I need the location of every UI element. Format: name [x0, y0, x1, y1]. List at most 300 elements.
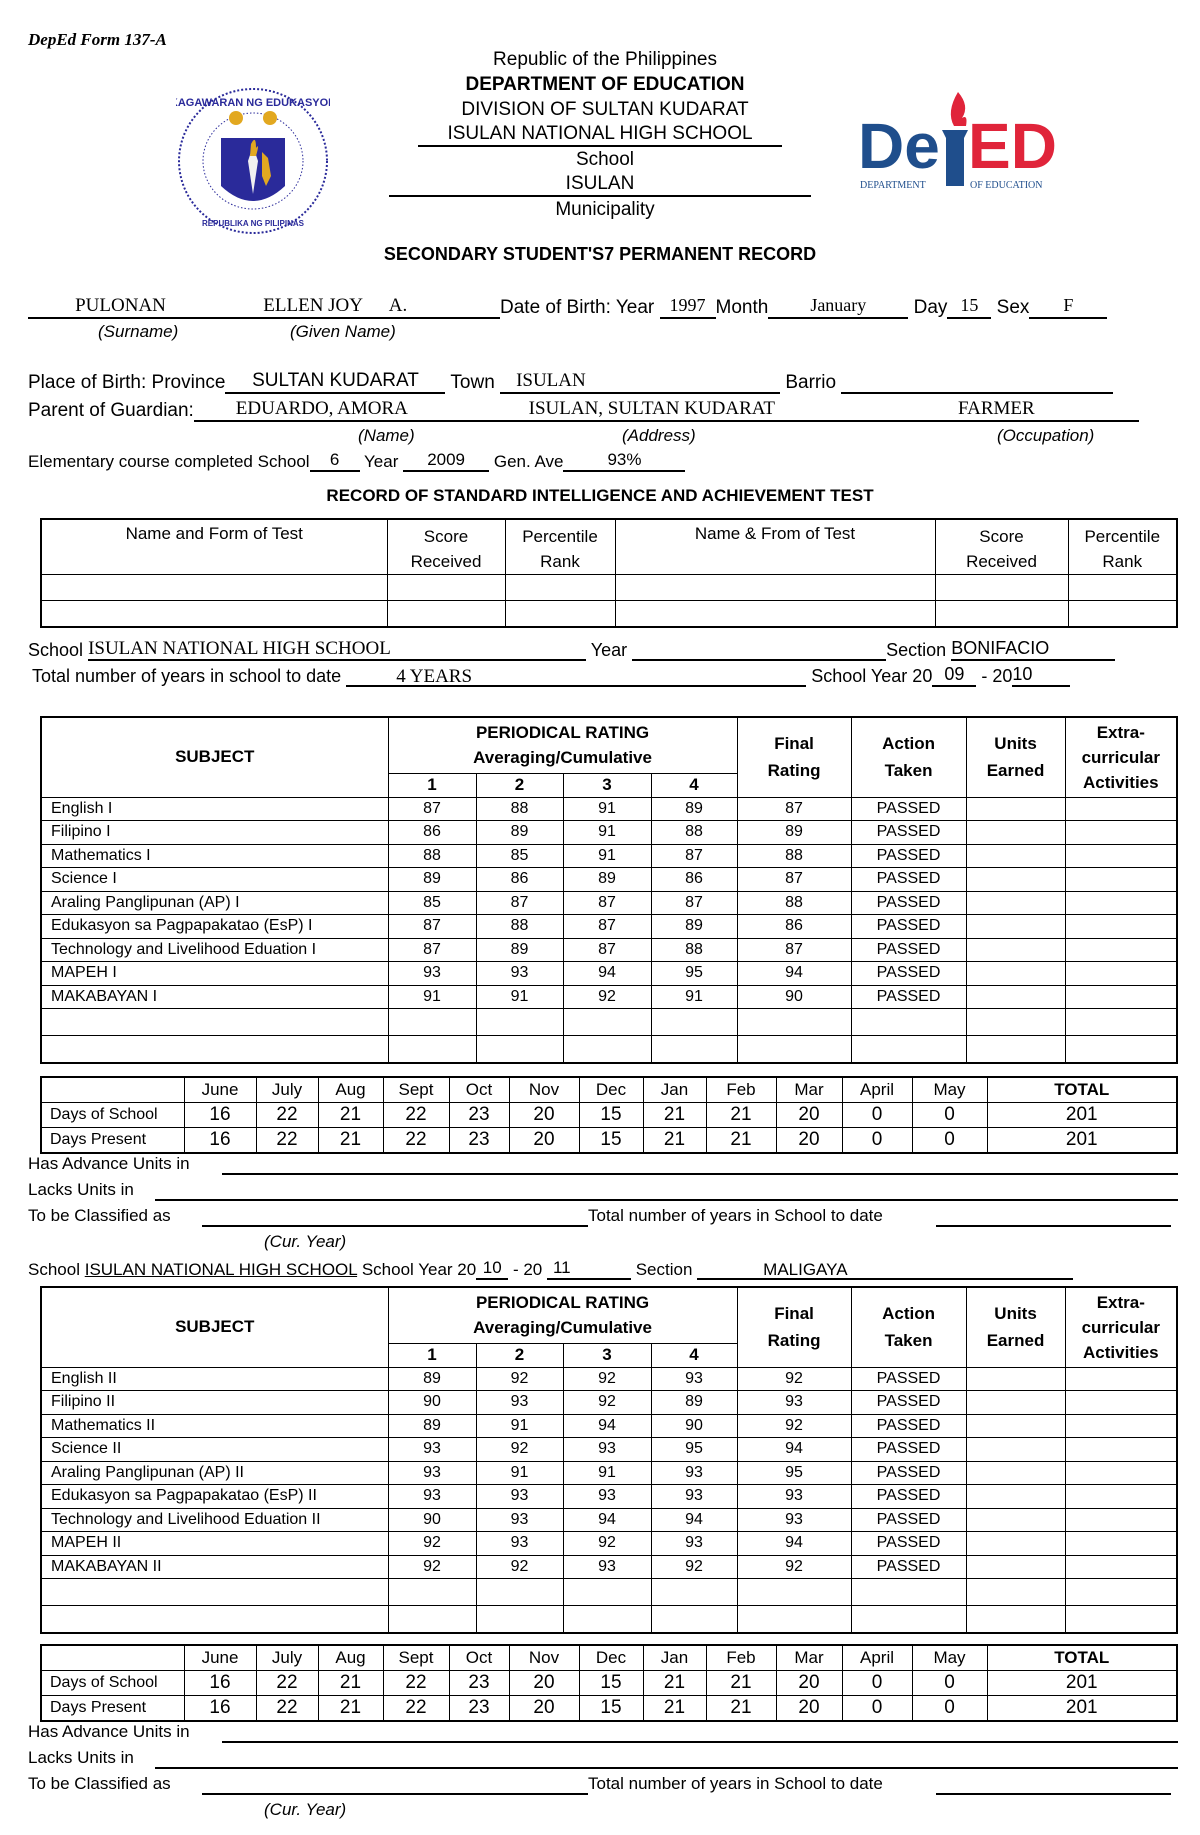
year2-advance-units-field[interactable] [222, 1741, 1178, 1743]
subject-row [41, 1391, 1177, 1415]
quarter-4-grade: 93 [651, 1461, 737, 1485]
year1-advance-label: Has Advance Units in [28, 1154, 190, 1173]
action-taken: PASSED [851, 1485, 966, 1509]
percentile-header-2 [1068, 519, 1177, 575]
extracurricular-activities[interactable] [1065, 985, 1177, 1009]
empty-cell[interactable] [1065, 1009, 1177, 1036]
division-line: DIVISION OF SULTAN KUDARAT [461, 99, 749, 120]
sex-field[interactable]: F [1029, 295, 1107, 319]
month-header: May [912, 1645, 987, 1671]
barrio-field[interactable] [841, 370, 1113, 394]
score-header-2 [935, 519, 1068, 575]
quarter-1-grade: 87 [388, 797, 476, 821]
extracurricular-activities[interactable] [1065, 915, 1177, 939]
quarter-3-grade: 91 [563, 797, 651, 821]
address-caption: (Address) [622, 426, 696, 445]
empty-cell[interactable] [563, 1009, 651, 1036]
subject-name: Science II [41, 1438, 388, 1462]
month-value: 22 [383, 1103, 449, 1128]
days-of-school-row [41, 1103, 1177, 1128]
total-header: TOTAL [987, 1077, 1177, 1103]
month-value: 21 [318, 1128, 383, 1154]
empty-cell[interactable] [737, 1036, 851, 1064]
month-value: 23 [449, 1671, 509, 1696]
quarter-4-grade: 89 [651, 1391, 737, 1415]
year1-total-years-row [32, 664, 1070, 687]
final-rating: 92 [737, 1367, 851, 1391]
extra-header-line2: curricular [1081, 1317, 1161, 1337]
final-rating: 93 [737, 1391, 851, 1415]
final-rating: 88 [737, 891, 851, 915]
year1-section-field[interactable]: BONIFACIO [951, 638, 1115, 661]
month-value: 21 [643, 1696, 706, 1722]
units-earned-header [966, 717, 1065, 797]
action-header-line2: Taken [884, 761, 933, 781]
action-taken: PASSED [851, 938, 966, 962]
year2-section-label: Section [635, 1260, 693, 1279]
dob-label: Date of Birth: Year [500, 297, 655, 318]
total-value: 201 [987, 1671, 1177, 1696]
empty-cell[interactable] [476, 1606, 563, 1634]
dob-year-field[interactable]: 1997 [660, 295, 716, 319]
month-header: Oct [449, 1077, 509, 1103]
test-cell[interactable] [387, 601, 505, 627]
extracurricular-activities[interactable] [1065, 1391, 1177, 1415]
empty-cell[interactable] [737, 1009, 851, 1036]
q2-header: 2 [476, 1343, 563, 1367]
action-taken: PASSED [851, 1508, 966, 1532]
subject-row [41, 797, 1177, 821]
month-value: 20 [509, 1671, 579, 1696]
student-name-field[interactable] [28, 295, 500, 319]
year1-school-label: School [28, 640, 84, 660]
quarter-1-grade: 87 [388, 915, 476, 939]
extra-header-line2: curricular [1081, 747, 1161, 767]
town-field[interactable]: ISULAN [500, 370, 780, 394]
units-earned[interactable] [966, 1532, 1065, 1556]
quarter-1-grade: 89 [388, 868, 476, 892]
action-taken: PASSED [851, 1532, 966, 1556]
extracurricular-activities[interactable] [1065, 1414, 1177, 1438]
empty-cell[interactable] [41, 1606, 388, 1634]
year1-year-label: Year [590, 640, 628, 660]
year1-total-years-footer-field[interactable] [936, 1225, 1171, 1227]
extracurricular-activities[interactable] [1065, 1438, 1177, 1462]
units-earned[interactable] [966, 797, 1065, 821]
percentile-header-2-line2: Rank [1102, 552, 1143, 571]
month-value: 16 [184, 1103, 256, 1128]
final-rating: 86 [737, 915, 851, 939]
extracurricular-header [1065, 717, 1177, 797]
year1-total-years-footer-label: Total number of years in School to date [588, 1206, 883, 1225]
month-value: 22 [256, 1128, 318, 1154]
action-taken: PASSED [851, 962, 966, 986]
percentile-header-line1: Percentile [522, 527, 598, 546]
year1-lacks-label: Lacks Units in [28, 1180, 134, 1199]
month-header: June [184, 1645, 256, 1671]
month-header: July [256, 1645, 318, 1671]
empty-cell[interactable] [851, 1606, 966, 1634]
quarter-3-grade: 87 [563, 891, 651, 915]
extracurricular-activities[interactable] [1065, 1485, 1177, 1509]
final-rating: 89 [737, 821, 851, 845]
extracurricular-activities[interactable] [1065, 868, 1177, 892]
guardian-field[interactable] [194, 398, 1139, 422]
subject-name: MAPEH I [41, 962, 388, 986]
year1-school-row [28, 638, 1115, 661]
action-taken: PASSED [851, 821, 966, 845]
month-value: 0 [842, 1128, 912, 1154]
year2-grades-table [40, 1286, 1178, 1634]
municipality-name: ISULAN [389, 172, 811, 197]
test-cell[interactable] [935, 575, 1068, 601]
extracurricular-activities[interactable] [1065, 1532, 1177, 1556]
dob-day-field[interactable]: 15 [947, 295, 991, 319]
test-cell[interactable] [41, 575, 387, 601]
month-label: Month [715, 297, 769, 318]
year1-classified-label: To be Classified as [28, 1206, 171, 1225]
month-value: 21 [643, 1103, 706, 1128]
month-header-row [41, 1077, 1177, 1103]
month-value: 20 [776, 1696, 842, 1722]
attendance-corner [41, 1645, 184, 1671]
month-value: 21 [706, 1696, 776, 1722]
quarter-3-grade: 87 [563, 938, 651, 962]
test-record-title: RECORD OF STANDARD INTELLIGENCE AND ACHIEVEMENT TEST [326, 486, 874, 505]
empty-cell[interactable] [563, 1606, 651, 1634]
month-value: 0 [842, 1103, 912, 1128]
empty-cell[interactable] [476, 1009, 563, 1036]
empty-cell[interactable] [851, 1579, 966, 1606]
extracurricular-activities[interactable] [1065, 1555, 1177, 1579]
year2-lacks-units-field[interactable] [155, 1767, 1178, 1769]
extracurricular-activities[interactable] [1065, 821, 1177, 845]
deped-logo-icon [858, 86, 1070, 198]
days-present-label: Days Present [41, 1696, 184, 1722]
pob-label: Place of Birth: Province [28, 372, 226, 393]
empty-cell[interactable] [563, 1036, 651, 1064]
month-value: 22 [256, 1671, 318, 1696]
subject-row [41, 1414, 1177, 1438]
units-earned[interactable] [966, 985, 1065, 1009]
units-earned[interactable] [966, 1367, 1065, 1391]
empty-cell[interactable] [1065, 1606, 1177, 1634]
units-earned[interactable] [966, 1485, 1065, 1509]
test-cell[interactable] [505, 601, 615, 627]
units-earned[interactable] [966, 915, 1065, 939]
final-rating: 95 [737, 1461, 851, 1485]
month-header: Mar [776, 1645, 842, 1671]
month-header: Nov [509, 1645, 579, 1671]
month-value: 15 [579, 1128, 643, 1154]
month-header: Oct [449, 1645, 509, 1671]
record-title: SECONDARY STUDENT'S7 PERMANENT RECORD [383, 244, 817, 264]
year1-section-label: Section [886, 640, 947, 660]
action-taken: PASSED [851, 915, 966, 939]
year2-classified-field[interactable] [202, 1793, 588, 1795]
quarter-1-grade: 93 [388, 1485, 476, 1509]
name-dob-row [28, 295, 1107, 319]
year2-total-years-footer-field[interactable] [936, 1793, 1171, 1795]
quarter-1-grade: 91 [388, 985, 476, 1009]
test-cell[interactable] [615, 575, 935, 601]
empty-cell[interactable] [563, 1579, 651, 1606]
province-field[interactable]: SULTAN KUDARAT [225, 370, 445, 394]
elem-label: Elementary course completed School [28, 452, 310, 471]
dob-month-field[interactable]: January [768, 295, 908, 319]
units-earned[interactable] [966, 868, 1065, 892]
quarter-3-grade: 92 [563, 985, 651, 1009]
svg-text:OF EDUCATION: OF EDUCATION [970, 180, 1043, 191]
empty-cell[interactable] [966, 1579, 1065, 1606]
score-header-2-line1: Score [979, 527, 1024, 546]
year1-sy-from[interactable]: 09 [932, 664, 976, 687]
year2-section-field[interactable]: MALIGAYA [697, 1260, 1073, 1280]
quarter-1-grade: 92 [388, 1555, 476, 1579]
occupation-caption: (Occupation) [997, 426, 1095, 445]
year1-lacks-units-field[interactable] [155, 1199, 1178, 1201]
guardian-label: Parent of Guardian: [28, 400, 194, 421]
month-header: Jan [643, 1077, 706, 1103]
final-rating: 94 [737, 962, 851, 986]
month-value: 20 [509, 1103, 579, 1128]
empty-cell[interactable] [388, 1036, 476, 1064]
days-present-label: Days Present [41, 1128, 184, 1154]
quarter-4-grade: 89 [651, 915, 737, 939]
units-earned[interactable] [966, 962, 1065, 986]
empty-cell[interactable] [651, 1036, 737, 1064]
empty-cell[interactable] [41, 1036, 388, 1064]
periodical-header-line2: Averaging/Cumulative [473, 1318, 652, 1338]
periodical-rating-header [388, 717, 737, 773]
year1-school-field[interactable]: ISULAN NATIONAL HIGH SCHOOL [88, 638, 586, 661]
final-header-line2: Rating [767, 761, 821, 781]
units-header-line1: Units [994, 1304, 1037, 1324]
units-earned[interactable] [966, 1508, 1065, 1532]
extracurricular-activities[interactable] [1065, 938, 1177, 962]
action-header-line2: Taken [884, 1331, 933, 1351]
month-value: 23 [449, 1696, 509, 1722]
action-taken: PASSED [851, 891, 966, 915]
quarter-2-grade: 91 [476, 1414, 563, 1438]
empty-cell[interactable] [476, 1036, 563, 1064]
subject-row [41, 1485, 1177, 1509]
subject-row [41, 1532, 1177, 1556]
empty-cell[interactable] [737, 1606, 851, 1634]
republic-line: Republic of the Philippines [493, 49, 717, 70]
final-rating-header [737, 717, 851, 797]
svg-text:DEPARTMENT: DEPARTMENT [860, 180, 926, 191]
empty-cell[interactable] [388, 1606, 476, 1634]
month-value: 0 [912, 1103, 987, 1128]
place-of-birth-row [28, 370, 1113, 394]
year1-total-years-field[interactable]: 4 YEARS [346, 666, 806, 687]
empty-cell[interactable] [966, 1036, 1065, 1064]
extracurricular-activities[interactable] [1065, 891, 1177, 915]
units-earned[interactable] [966, 1438, 1065, 1462]
test-cell[interactable] [1068, 601, 1177, 627]
month-value: 23 [449, 1128, 509, 1154]
test-cell[interactable] [935, 601, 1068, 627]
final-rating-header [737, 1287, 851, 1367]
month-header: Feb [706, 1645, 776, 1671]
subject-name: Science I [41, 868, 388, 892]
guardian-occupation-value: FARMER [957, 398, 1035, 419]
test-record-table [40, 518, 1178, 628]
school-name: ISULAN NATIONAL HIGH SCHOOL [418, 122, 782, 147]
guardian-name-value: EDUARDO, AMORA [235, 398, 408, 419]
month-value: 15 [579, 1696, 643, 1722]
action-taken: PASSED [851, 868, 966, 892]
subject-name: Technology and Livelihood Eduation II [41, 1508, 388, 1532]
empty-cell[interactable] [851, 1009, 966, 1036]
svg-text:De: De [858, 110, 940, 182]
empty-cell[interactable] [966, 1606, 1065, 1634]
empty-cell[interactable] [41, 1009, 388, 1036]
year1-advance-units-field[interactable] [222, 1173, 1178, 1175]
subject-name: Araling Panglipunan (AP) I [41, 891, 388, 915]
given-name-value: ELLEN JOY [263, 295, 363, 316]
year2-sy-from[interactable]: 10 [476, 1258, 508, 1280]
percentile-header-line2: Rank [540, 552, 580, 571]
year2-advance-label: Has Advance Units in [28, 1722, 190, 1741]
periodical-header-line1: PERIODICAL RATING [475, 1293, 650, 1313]
test-cell[interactable] [387, 575, 505, 601]
empty-cell[interactable] [651, 1009, 737, 1036]
quarter-3-grade: 92 [563, 1391, 651, 1415]
elem-year-field[interactable]: 2009 [403, 450, 489, 472]
month-value: 0 [912, 1696, 987, 1722]
month-header: Aug [318, 1645, 383, 1671]
extra-header-line1: Extra- [1096, 1292, 1145, 1312]
subject-name: MAKABAYAN I [41, 985, 388, 1009]
month-header: July [256, 1077, 318, 1103]
year2-school-field[interactable]: ISULAN NATIONAL HIGH SCHOOL [84, 1260, 358, 1279]
quarter-3-grade: 91 [563, 1461, 651, 1485]
empty-cell[interactable] [966, 1009, 1065, 1036]
empty-cell[interactable] [388, 1009, 476, 1036]
guardian-row [28, 398, 1139, 422]
quarter-4-grade: 86 [651, 868, 737, 892]
days-of-school-label: Days of School [41, 1103, 184, 1128]
extracurricular-activities[interactable] [1065, 1508, 1177, 1532]
extracurricular-activities[interactable] [1065, 1367, 1177, 1391]
quarter-4-grade: 88 [651, 821, 737, 845]
test-row [41, 575, 1177, 601]
empty-cell[interactable] [1065, 1579, 1177, 1606]
quarter-3-grade: 93 [563, 1485, 651, 1509]
deped-seal-icon [176, 86, 330, 236]
units-earned[interactable] [966, 1461, 1065, 1485]
subject-row [41, 985, 1177, 1009]
month-value: 21 [706, 1128, 776, 1154]
units-earned[interactable] [966, 1391, 1065, 1415]
action-taken: PASSED [851, 797, 966, 821]
test-cell[interactable] [615, 601, 935, 627]
subject-row [41, 1555, 1177, 1579]
quarter-3-grade: 91 [563, 844, 651, 868]
q3-header: 3 [563, 1343, 651, 1367]
extracurricular-activities[interactable] [1065, 844, 1177, 868]
test-cell[interactable] [505, 575, 615, 601]
empty-cell[interactable] [737, 1579, 851, 1606]
extracurricular-activities[interactable] [1065, 797, 1177, 821]
test-name-header-2: Name & From of Test [615, 519, 935, 575]
final-rating: 92 [737, 1414, 851, 1438]
quarter-3-grade: 93 [563, 1555, 651, 1579]
month-value: 21 [643, 1128, 706, 1154]
year1-sy-to[interactable]: 10 [1012, 664, 1070, 687]
test-cell[interactable] [1068, 575, 1177, 601]
units-earned[interactable] [966, 891, 1065, 915]
empty-cell[interactable] [388, 1579, 476, 1606]
month-header: Feb [706, 1077, 776, 1103]
month-header: April [842, 1645, 912, 1671]
gen-ave-field[interactable] [563, 450, 685, 472]
year2-sy-to[interactable]: 11 [547, 1258, 631, 1280]
subject-name: MAPEH II [41, 1532, 388, 1556]
quarter-2-grade: 93 [476, 1508, 563, 1532]
action-taken: PASSED [851, 1391, 966, 1415]
score-header-line1: Score [423, 527, 469, 546]
action-taken-header [851, 1287, 966, 1367]
subject-name: Araling Panglipunan (AP) II [41, 1461, 388, 1485]
test-cell[interactable] [41, 601, 387, 627]
extracurricular-activities[interactable] [1065, 1461, 1177, 1485]
quarter-2-grade: 89 [476, 938, 563, 962]
days-present-row [41, 1696, 1177, 1722]
units-earned[interactable] [966, 1555, 1065, 1579]
subject-name: Filipino II [41, 1391, 388, 1415]
subject-header: SUBJECT [41, 717, 388, 797]
extracurricular-activities[interactable] [1065, 962, 1177, 986]
quarter-4-grade: 87 [651, 844, 737, 868]
town-label: Town [450, 372, 495, 393]
quarter-4-grade: 90 [651, 1414, 737, 1438]
empty-cell[interactable] [476, 1579, 563, 1606]
units-earned[interactable] [966, 1414, 1065, 1438]
empty-cell[interactable] [651, 1606, 737, 1634]
extra-header-line3: Activities [1083, 772, 1159, 792]
month-value: 22 [383, 1128, 449, 1154]
action-header-line1: Action [882, 1304, 935, 1324]
action-taken-header [851, 717, 966, 797]
test-name-header: Name and Form of Test [41, 519, 387, 575]
subject-row [41, 821, 1177, 845]
empty-cell[interactable] [1065, 1036, 1177, 1064]
year1-year-field[interactable] [632, 638, 886, 661]
month-value: 20 [776, 1103, 842, 1128]
quarter-4-grade: 89 [651, 797, 737, 821]
subject-name: English I [41, 797, 388, 821]
elem-school-field[interactable]: 6 [310, 450, 360, 472]
year1-classified-field[interactable] [202, 1225, 588, 1227]
empty-cell[interactable] [651, 1579, 737, 1606]
units-earned[interactable] [966, 821, 1065, 845]
periodical-header-line1: PERIODICAL RATING [475, 723, 650, 743]
month-value: 21 [318, 1696, 383, 1722]
elem-year-label: Year [364, 452, 399, 471]
units-earned[interactable] [966, 938, 1065, 962]
empty-cell[interactable] [41, 1579, 388, 1606]
extra-header-line1: Extra- [1096, 722, 1145, 742]
empty-cell[interactable] [851, 1036, 966, 1064]
svg-text:ED: ED [968, 110, 1057, 182]
month-value: 22 [383, 1671, 449, 1696]
action-taken: PASSED [851, 1461, 966, 1485]
units-earned[interactable] [966, 844, 1065, 868]
subject-name: Mathematics II [41, 1414, 388, 1438]
